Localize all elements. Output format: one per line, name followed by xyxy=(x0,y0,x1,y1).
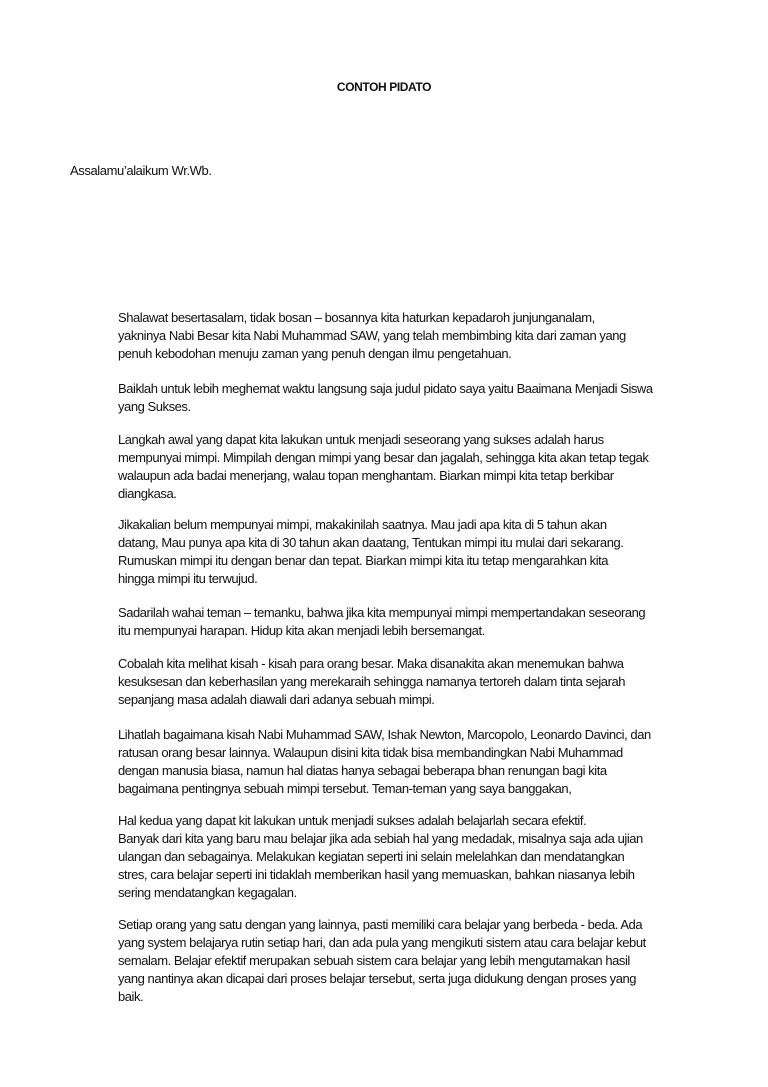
paragraph xyxy=(118,309,718,363)
text-line: Jikakalian belum mempunyai mimpi, makakinilah saatnya. Mau jadi apa kita di 5 tahun akan xyxy=(118,517,607,532)
text-line: Setiap orang yang satu dengan yang lainnya, pasti memiliki cara belajar yang berbeda - beda. Ada xyxy=(118,917,643,932)
text-line: Hal kedua yang dapat kit lakukan untuk menjadi sukses adalah belajarlah secara efektif. xyxy=(118,813,587,828)
text-line: dengan manusia biasa, namun hal diatas hanya sebagai beberapa bhan renungan bagi kita xyxy=(118,763,607,778)
paragraph xyxy=(118,916,718,1006)
greeting: Assalamu’alaikum Wr.Wb. xyxy=(70,163,212,178)
text-line: Shalawat besertasalam, tidak bosan – bosannya kita haturkan kepadaroh junjunganalam, xyxy=(118,310,595,325)
document-title: CONTOH PIDATO xyxy=(336,80,432,94)
text-line: Sadarilah wahai teman – temanku, bahwa jika kita mempunyai mimpi mempertandakan seseorang xyxy=(118,605,646,620)
text-line: Langkah awal yang dapat kita lakukan untuk menjadi seseorang yang sukses adalah harus xyxy=(118,432,604,447)
text-line: itu mempunyai harapan. Hidup kita akan menjadi lebih bersemangat. xyxy=(118,623,485,638)
paragraph xyxy=(118,604,718,640)
text-line: bagaimana pentingnya sebuah mimpi tersebut. Teman-teman yang saya banggakan, xyxy=(118,781,572,796)
paragraph xyxy=(118,655,718,709)
paragraph xyxy=(118,812,718,902)
text-line: ratusan orang besar lainnya. Walaupun disini kita tidak bisa membandingkan Nabi Muhammad xyxy=(118,745,623,760)
paragraph xyxy=(118,516,718,588)
text-line: yang nantinya akan dicapai dari proses belajar tersebut, serta juga didukung dengan proses yang xyxy=(118,971,637,986)
paragraph xyxy=(118,431,718,503)
text-line: datang, Mau punya apa kita di 30 tahun akan daatang, Tentukan mimpi itu mulai dari sekarang. xyxy=(118,535,624,550)
text-line: ulangan dan sebagainya. Melakukan kegiatan seperti ini selain melelahkan dan mendatangkan xyxy=(118,849,625,864)
text-line: yang Sukses. xyxy=(118,399,191,414)
text-line: hingga mimpi itu terwujud. xyxy=(118,571,258,586)
text-line: mempunyai mimpi. Mimpilah dengan mimpi yang besar dan jagalah, sehingga kita akan tetap tegak xyxy=(118,450,649,465)
text-line: Banyak dari kita yang baru mau belajar jika ada sebiah hal yang medadak, misalnya saja ada ujian xyxy=(118,831,643,846)
text-line: sepanjang masa adalah diawali dari adanya sebuah mimpi. xyxy=(118,692,435,707)
text-line: Baiklah untuk lebih meghemat waktu langsung saja judul pidato saya yaitu Baaimana Menjadi Siswa xyxy=(118,381,653,396)
text-line: diangkasa. xyxy=(118,486,177,501)
text-line: penuh kebodohan menuju zaman yang penuh dengan ilmu pengetahuan. xyxy=(118,346,512,361)
text-line: yang system belajarya rutin setiap hari, dan ada pula yang mengikuti sistem atau cara belajar kebut xyxy=(118,935,646,950)
text-line: Cobalah kita melihat kisah - kisah para orang besar. Maka disanakita akan menemukan bahwa xyxy=(118,656,624,671)
text-line: Lihatlah bagaimana kisah Nabi Muhammad SAW, Ishak Newton, Marcopolo, Leonardo Davinci, dan xyxy=(118,727,651,742)
text-line: kesuksesan dan keberhasilan yang merekaraih sehingga namanya tertoreh dalam tinta sejarah xyxy=(118,674,626,689)
paragraph xyxy=(118,380,718,416)
text-line: walaupun ada badai menerjang, walau topan menghantam. Biarkan mimpi kita tetap berkibar xyxy=(118,468,614,483)
text-line: semalam. Belajar efektif merupakan sebuah sistem cara belajar yang lebih mengutamakan hasil xyxy=(118,953,630,968)
text-line: sering mendatangkan kegagalan. xyxy=(118,885,297,900)
paragraph xyxy=(118,726,718,798)
text-line: Rumuskan mimpi itu dengan benar dan tepat. Biarkan mimpi kita itu tetap mengarahkan kita xyxy=(118,553,609,568)
text-line: baik. xyxy=(118,989,144,1004)
text-line: yakninya Nabi Besar kita Nabi Muhammad SAW, yang telah membimbing kita dari zaman yang xyxy=(118,328,626,343)
text-line: stres, cara belajar seperti ini tidaklah memberikan hasil yang memuaskan, bahkan niasanya lebih xyxy=(118,867,635,882)
